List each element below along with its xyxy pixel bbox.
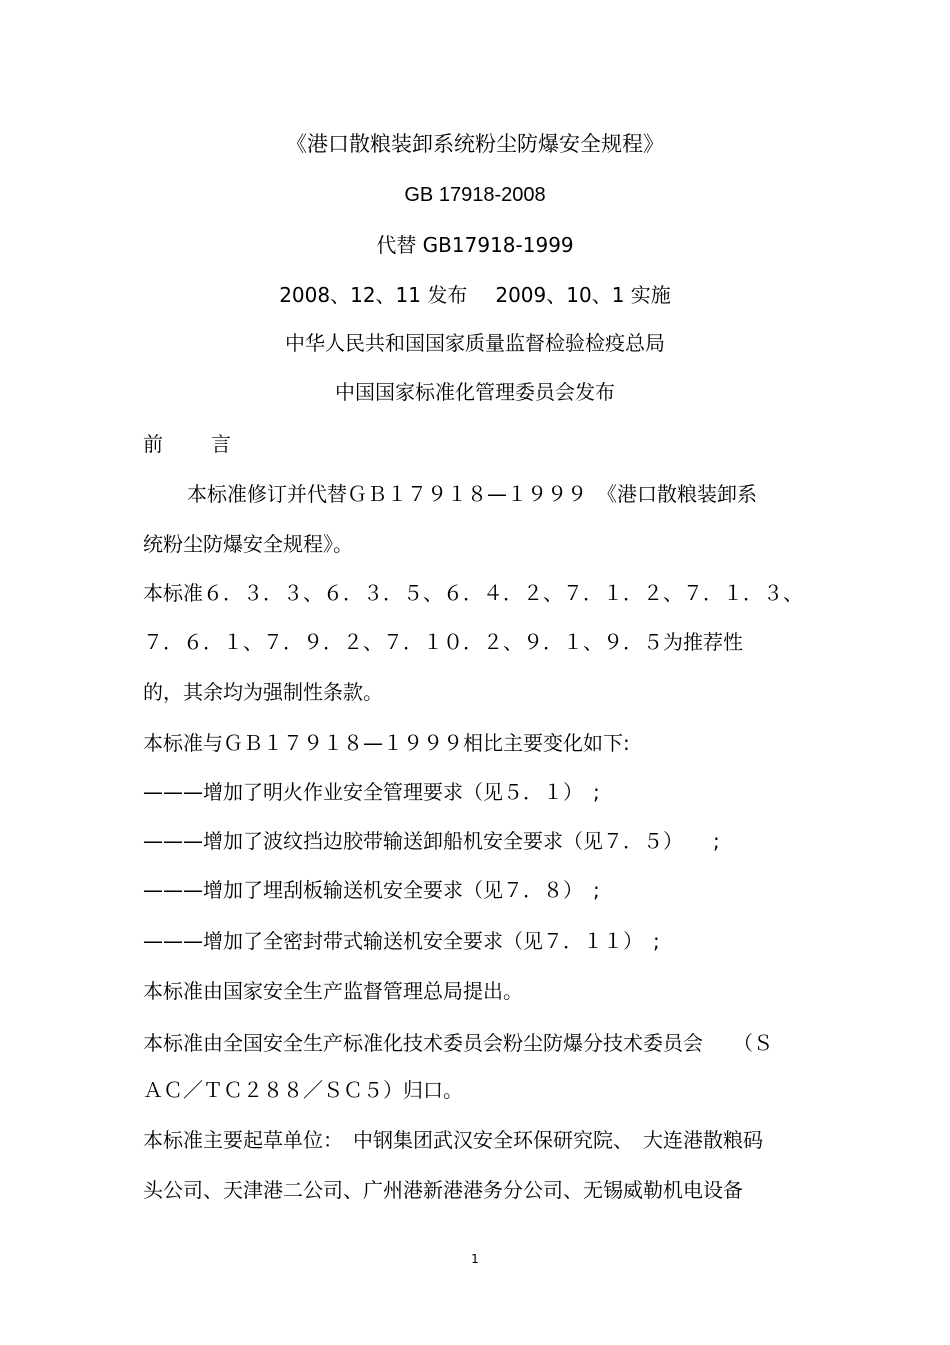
paragraph-line: 本标准６．３．３、６．３．５、６．４．２、７．１．２、７．１．３、 xyxy=(143,581,803,605)
paragraph-line: 本标准主要起草单位： 中钢集团武汉安全环保研究院、 大连港散粮码 xyxy=(143,1128,763,1152)
foreword-heading-part-2: 言 xyxy=(211,432,231,456)
change-item: ———增加了全密封带式输送机安全要求（见７．１１） ; xyxy=(143,929,660,953)
document-title: 《港口散粮装卸系统粉尘防爆安全规程》 xyxy=(286,132,664,156)
dates-row xyxy=(0,281,950,309)
change-item: ———增加了波纹挡边胶带输送卸船机安全要求（见７．５） ; xyxy=(143,829,720,853)
paragraph-line: 统粉尘防爆安全规程》。 xyxy=(143,532,353,556)
paragraph-line: 本标准修订并代替ＧＢ１７９１８—１９９９ 《港口散粮装卸系 xyxy=(187,482,757,506)
paragraph-line: 头公司、天津港二公司、广州港新港港务分公司、无锡威勒机电设备 xyxy=(143,1178,743,1202)
paragraph-line: 本标准由国家安全生产监督管理总局提出。 xyxy=(143,979,523,1003)
paragraph-line: ＡＣ／ＴＣ２８８／ＳＣ５）归口。 xyxy=(143,1078,463,1102)
paragraph-line: 本标准与ＧＢ１７９１８—１９９９相比主要变化如下: xyxy=(143,731,630,755)
publish-date: 2008、12、11 发布 xyxy=(279,283,468,307)
issuer-2: 中国国家标准化管理委员会发布 xyxy=(335,380,615,404)
foreword-heading xyxy=(143,430,231,458)
paragraph-line: 本标准由全国安全生产标准化技术委员会粉尘防爆分技术委员会 （Ｓ xyxy=(143,1031,773,1055)
issuer-1: 中华人民共和国国家质量监督检验检疫总局 xyxy=(285,331,665,355)
paragraph-line: 的，其余均为强制性条款。 xyxy=(143,680,383,704)
change-item: ———增加了埋刮板输送机安全要求（见７．８） ; xyxy=(143,878,600,902)
standard-code: GB 17918-2008 xyxy=(404,184,546,206)
effective-date: 2009、10、1 实施 xyxy=(495,283,671,307)
page-number: 1 xyxy=(471,1252,479,1266)
foreword-heading-part-1: 前 xyxy=(143,432,163,456)
paragraph-line: ７．６．１、７．９．２、７．１０．２、９．１、９．５为推荐性 xyxy=(143,630,743,654)
replaces-standard: 代替 GB17918-1999 xyxy=(376,233,574,257)
change-item: ———增加了明火作业安全管理要求（见５．１） ; xyxy=(143,780,600,804)
